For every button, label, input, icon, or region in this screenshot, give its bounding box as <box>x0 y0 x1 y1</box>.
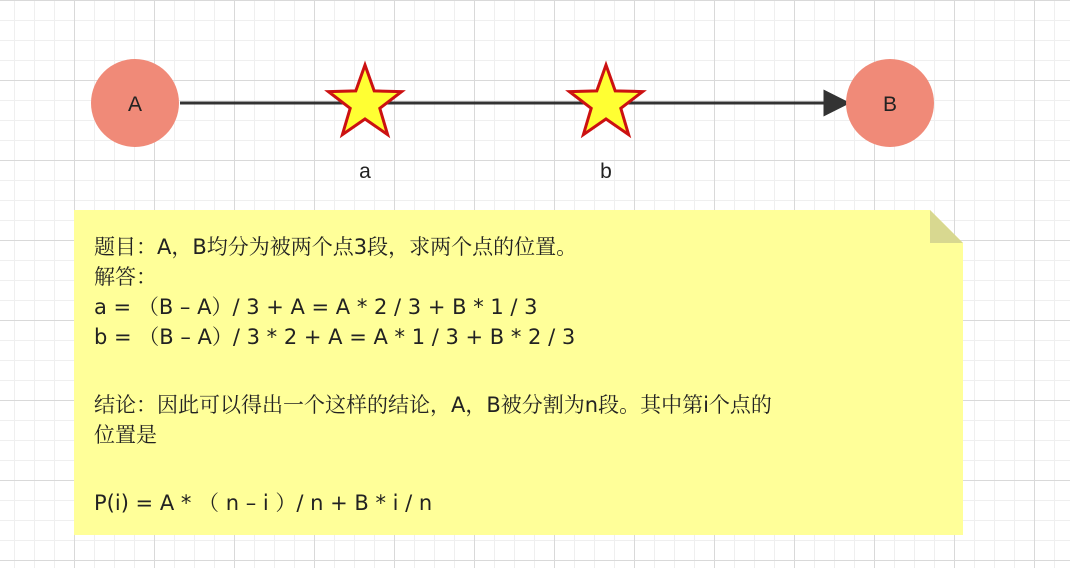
point-b-label: b <box>600 160 612 183</box>
note-line-answer-label: 解答： <box>94 265 157 289</box>
star-a-icon <box>328 65 401 135</box>
point-b[interactable] <box>569 65 642 183</box>
note-line-conclusion-cont: 位置是 <box>94 423 157 447</box>
note-fold-corner <box>930 210 963 243</box>
note-line-formula-b: b = （B – A）/ 3 * 2 + A = A * 1 / 3 + B * 2 / 3 <box>94 325 576 349</box>
node-a-label: A <box>127 93 143 116</box>
sticky-note[interactable] <box>74 210 963 535</box>
point-a-label: a <box>359 160 371 183</box>
note-line-conclusion: 结论：因此可以得出一个这样的结论，A，B被分割为n段。其中第i个点的 <box>94 393 772 417</box>
point-a[interactable] <box>328 65 401 183</box>
node-a[interactable] <box>91 59 179 147</box>
note-line-formula-a: a = （B – A）/ 3 + A = A * 2 / 3 + B * 1 / 3 <box>94 295 538 319</box>
node-b[interactable] <box>846 59 934 147</box>
note-line-title: 题目：A，B均分为被两个点3段，求两个点的位置。 <box>94 235 578 259</box>
star-b-icon <box>569 65 642 135</box>
node-b-label: B <box>882 93 898 116</box>
note-line-general-formula: P(i) = A * （ n – i ）/ n + B * i / n <box>94 491 433 515</box>
